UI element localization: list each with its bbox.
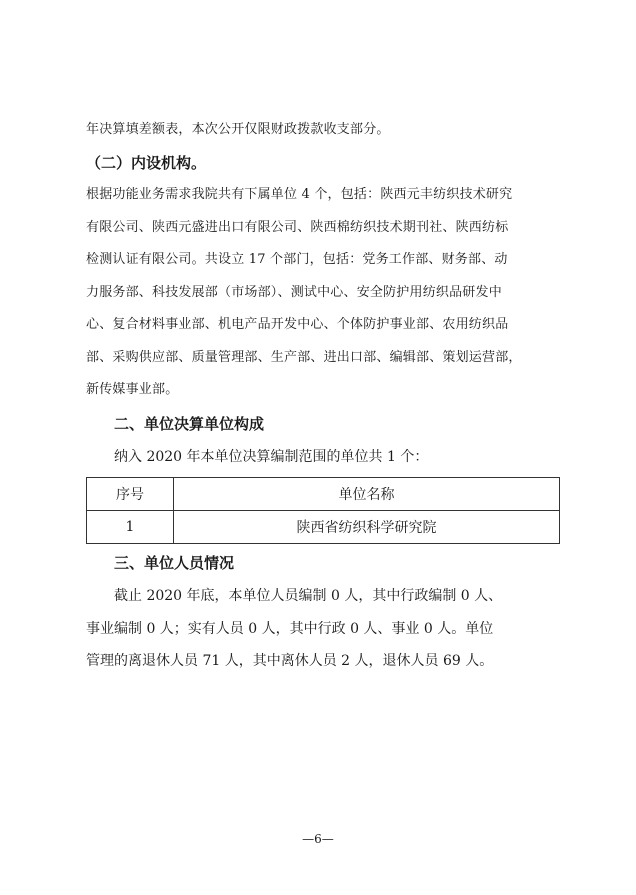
composition-intro: 纳入 2020 年本单位决算编制范围的单位共 1 个： <box>114 448 429 465</box>
internal-line-6: 部、采购供应部、质量管理部、生产部、进出口部、编辑部、策划运营部， <box>86 349 522 365</box>
table-header-index: 序号 <box>87 478 174 511</box>
internal-line-3: 检测认证有限公司。共设立 17 个部门，包括：党务工作部、财务部、动 <box>86 252 508 267</box>
unit-table <box>86 477 560 544</box>
internal-line-4: 力服务部、科技发展部（市场部）、测试中心、安全防护用纺织品研发中 <box>86 284 502 300</box>
personnel-line-3: 管理的离退休人员 71 人，其中离休人员 2 人，退休人员 69 人。 <box>86 653 494 669</box>
table-header-unit-name: 单位名称 <box>174 478 560 511</box>
table-row <box>87 511 560 544</box>
paragraph-line-top: 年决算填差额表，本次公开仅限财政拨款收支部分。 <box>86 122 390 137</box>
page-body <box>86 114 556 678</box>
internal-line-5: 心、复合材料事业部、机电产品开发中心、个体防护事业部、农用纺织品 <box>86 317 509 332</box>
heading-internal-structure: （二）内设机构。 <box>86 153 207 172</box>
internal-line-2: 有限公司、陕西元盛进出口有限公司、陕西棉纺织技术期刊社、陕西纺标 <box>86 219 509 235</box>
internal-line-7: 新传媒事业部。 <box>86 382 179 397</box>
personnel-line-1: 截止 2020 年底，本单位人员编制 0 人，其中行政编制 0 人、 <box>114 588 503 604</box>
table-cell-unit-name: 陕西省纺织科学研究院 <box>174 511 560 544</box>
heading-unit-composition: 二、单位决算单位构成 <box>114 414 265 433</box>
personnel-line-2: 事业编制 0 人；实有人员 0 人，其中行政 0 人、事业 0 人。单位 <box>86 620 494 637</box>
table-cell-index: 1 <box>87 511 174 544</box>
page-number: —6— <box>302 832 334 846</box>
internal-line-1: 根据功能业务需求我院共有下属单位 4 个，包括：陕西元丰纺织技术研究 <box>86 187 513 202</box>
table-header-row <box>87 478 560 511</box>
heading-personnel: 三、单位人员情况 <box>114 554 235 572</box>
